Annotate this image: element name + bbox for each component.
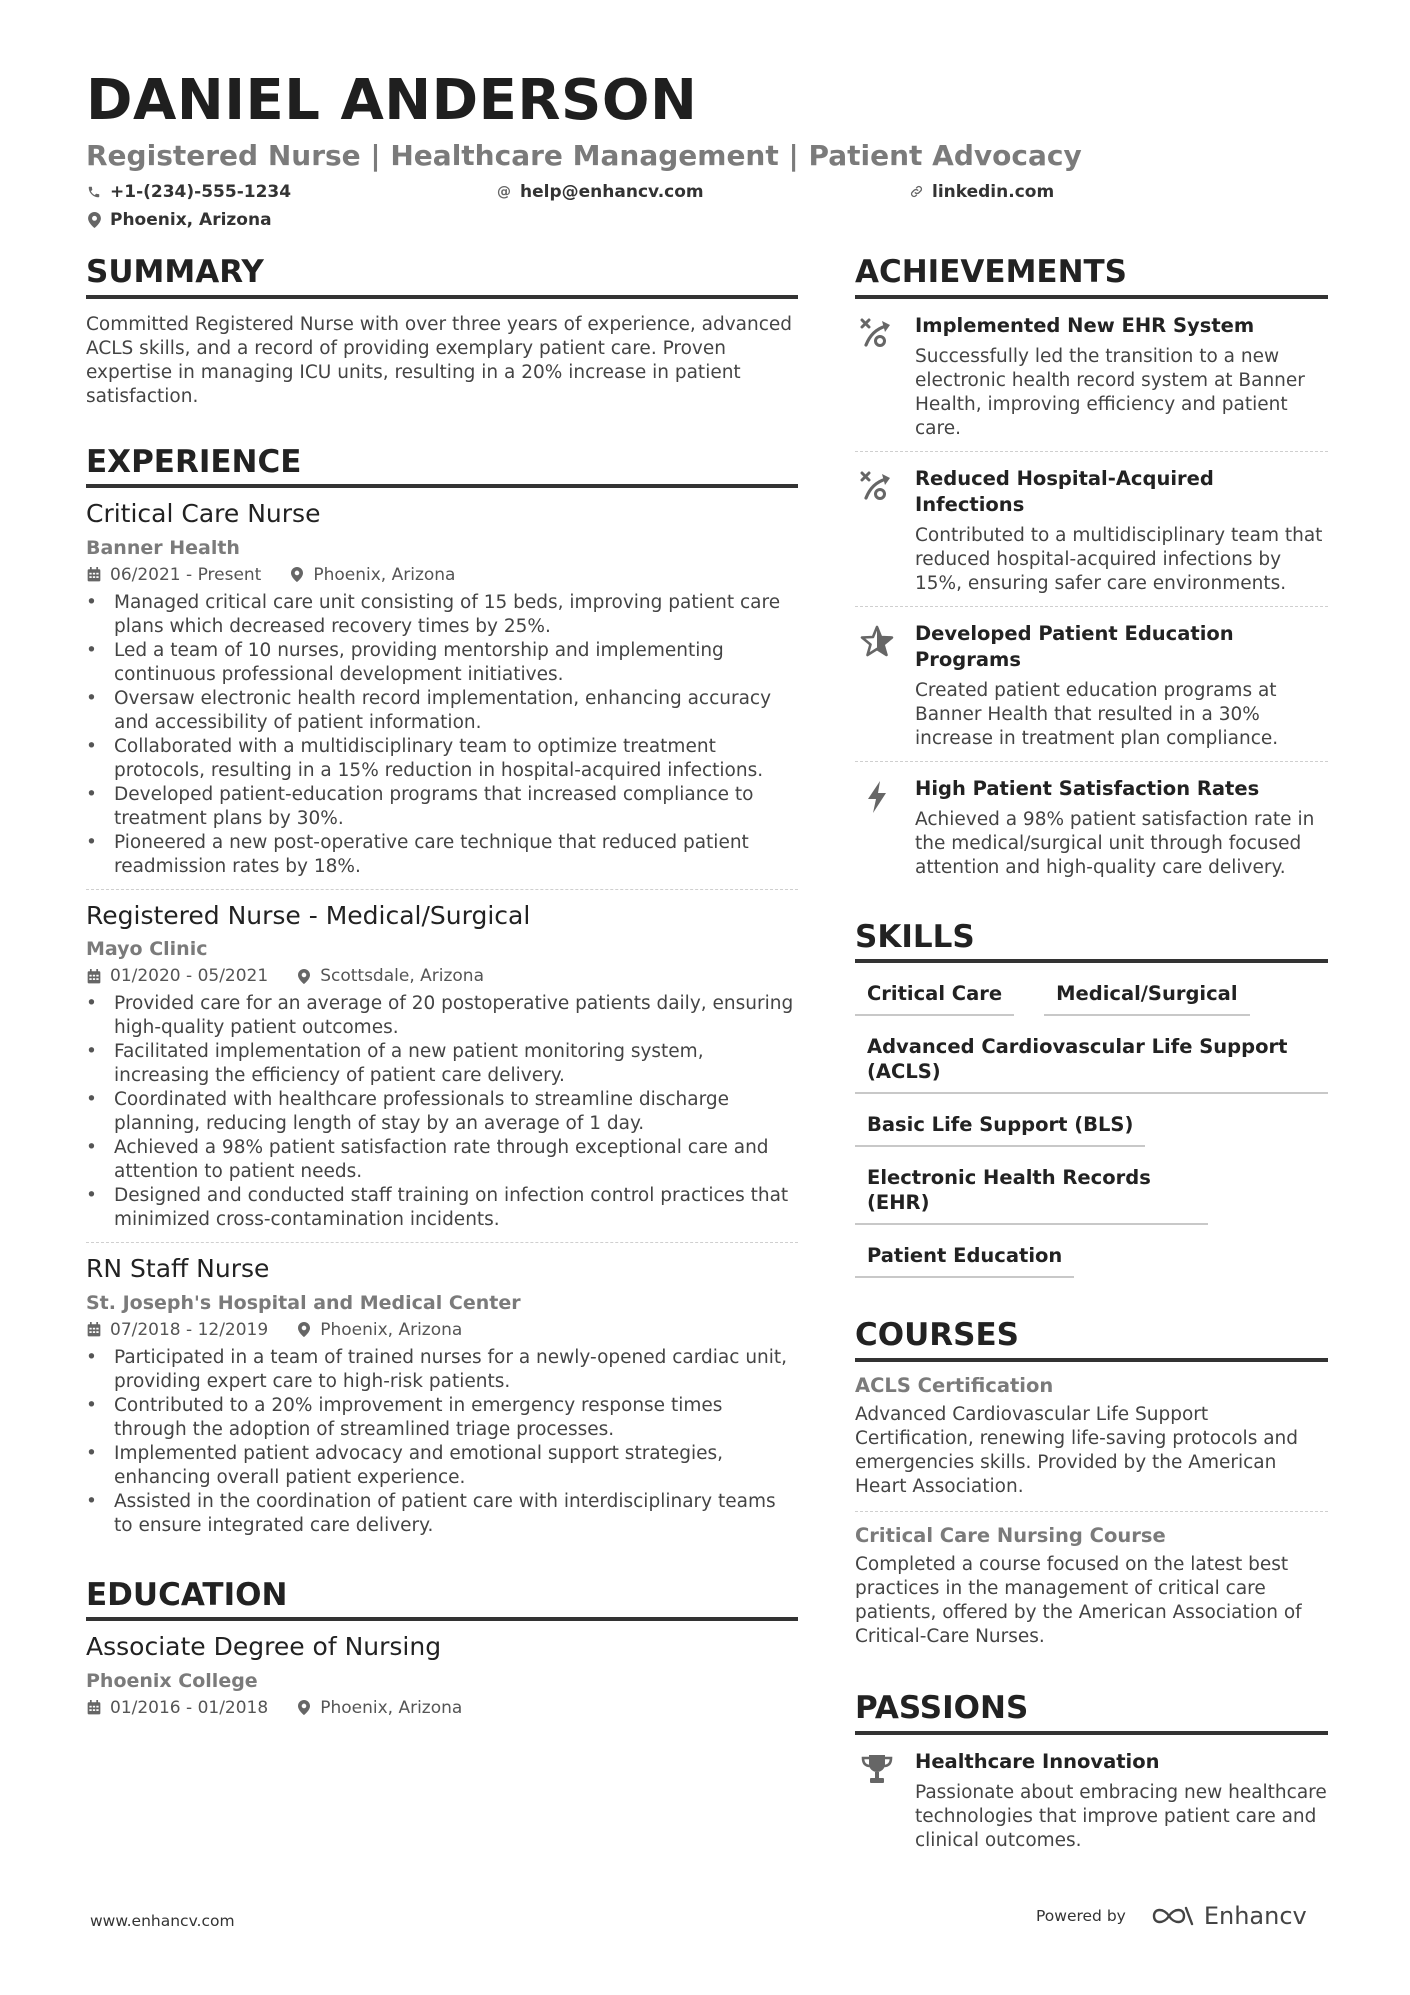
job-bullets bbox=[86, 992, 798, 1232]
contact-row bbox=[86, 182, 1326, 202]
skill-tag: Advanced Cardiovascular Life Support (ACLS) bbox=[855, 1030, 1328, 1094]
job-bullets bbox=[86, 591, 798, 879]
school-name: Phoenix College bbox=[86, 1669, 258, 1692]
right-column bbox=[855, 255, 1328, 1889]
location-pin-icon bbox=[296, 1700, 312, 1716]
footer-branding bbox=[1036, 1902, 1307, 1930]
course-title: Critical Care Nursing Course bbox=[855, 1523, 1166, 1547]
job-company: St. Joseph's Hospital and Medical Center bbox=[86, 1291, 521, 1314]
job-location bbox=[296, 966, 484, 986]
email-link[interactable]: help@enhancv.com bbox=[520, 181, 704, 202]
job-dates-text: 01/2020 - 05/2021 bbox=[110, 966, 269, 987]
education-dates bbox=[86, 1698, 268, 1718]
summary-section bbox=[86, 255, 798, 409]
job-bullet: • Facilitated implementation of a new patient monitoring system, increasing the efficiency of patient care delivery. bbox=[86, 1040, 798, 1088]
job-meta bbox=[86, 565, 798, 585]
enhancv-logo[interactable] bbox=[1150, 1902, 1307, 1930]
job-bullet: • Contributed to a 20% improvement in emergency response times through the adoption of streamlined triage processes. bbox=[86, 1394, 798, 1442]
passion-item bbox=[855, 1735, 1328, 1853]
enhancv-brand-text: Enhancv bbox=[1203, 1902, 1307, 1930]
job-bullet: • Pioneered a new post-operative care technique that reduced patient readmission rates by 18%. bbox=[86, 831, 798, 879]
calendar-icon bbox=[86, 1322, 102, 1338]
job-location-text: Phoenix, Arizona bbox=[320, 1319, 463, 1340]
job-title: Critical Care Nurse bbox=[86, 499, 321, 529]
job-bullet: • Developed patient-education programs that increased compliance to treatment plans by 30%. bbox=[86, 783, 798, 831]
job-title: RN Staff Nurse bbox=[86, 1254, 270, 1284]
job-entry bbox=[86, 1242, 798, 1548]
achievement-title: High Patient Satisfaction Rates bbox=[915, 776, 1260, 800]
contact-location bbox=[86, 210, 1326, 230]
phone-icon bbox=[86, 184, 102, 200]
achievements-heading: ACHIEVEMENTS bbox=[855, 255, 1328, 299]
course-item bbox=[855, 1511, 1328, 1661]
course-title: ACLS Certification bbox=[855, 1373, 1054, 1397]
phone-text[interactable]: +1-(234)-555-1234 bbox=[110, 181, 292, 202]
footer-website[interactable]: www.enhancv.com bbox=[90, 1912, 235, 1930]
experience-section bbox=[86, 445, 798, 1548]
candidate-name: DANIEL ANDERSON bbox=[86, 68, 698, 133]
trophy-icon bbox=[855, 1749, 899, 1853]
education-entry bbox=[86, 1621, 798, 1728]
calendar-icon bbox=[86, 968, 102, 984]
achievement-desc: Successfully led the transition to a new electronic health record system at Banner Health, improving efficiency and patient care. bbox=[915, 345, 1305, 439]
job-bullet: • Participated in a team of trained nurses for a newly-opened cardiac unit, providing expert care to high-risk patients. bbox=[86, 1346, 798, 1394]
passion-desc: Passionate about embracing new healthcare technologies that improve patient care and clinical outcomes. bbox=[915, 1781, 1327, 1851]
course-desc: Completed a course focused on the latest best practices in the management of critical care patients, offered by the American Association of Critical-Care Nurses. bbox=[855, 1553, 1302, 1647]
location-pin-icon bbox=[296, 1322, 312, 1338]
skill-tag: Patient Education bbox=[855, 1239, 1074, 1278]
passion-title: Healthcare Innovation bbox=[915, 1749, 1160, 1773]
job-company: Mayo Clinic bbox=[86, 938, 208, 961]
achievement-title: Implemented New EHR System bbox=[915, 313, 1255, 337]
job-bullet: • Assisted in the coordination of patient care with interdisciplinary teams to ensure integrated care delivery. bbox=[86, 1490, 798, 1538]
achievements-section bbox=[855, 255, 1328, 890]
calendar-icon bbox=[86, 567, 102, 583]
job-bullet: • Designed and conducted staff training on infection control practices that minimized cross-contamination incidents. bbox=[86, 1184, 798, 1232]
job-bullet: • Managed critical care unit consisting of 15 beds, improving patient care plans which decreased recovery times by 25%. bbox=[86, 591, 798, 639]
job-dates-text: 06/2021 - Present bbox=[110, 564, 262, 585]
skill-tag: Electronic Health Records (EHR) bbox=[855, 1161, 1208, 1225]
bolt-icon bbox=[855, 776, 899, 880]
degree-title: Associate Degree of Nursing bbox=[86, 1632, 442, 1662]
job-entry bbox=[86, 488, 798, 889]
job-meta bbox=[86, 966, 798, 986]
location-text: Phoenix, Arizona bbox=[110, 209, 272, 230]
education-section bbox=[86, 1578, 798, 1728]
job-bullet: • Implemented patient advocacy and emotional support strategies, enhancing overall patient experience. bbox=[86, 1442, 798, 1490]
achievement-title: Reduced Hospital-Acquired Infections bbox=[915, 466, 1214, 516]
education-heading: EDUCATION bbox=[86, 1578, 798, 1622]
education-location bbox=[296, 1698, 462, 1718]
powered-by-label: Powered by bbox=[1036, 1907, 1126, 1925]
education-dates-text: 01/2016 - 01/2018 bbox=[110, 1697, 269, 1718]
achievement-title: Developed Patient Education Programs bbox=[915, 621, 1234, 671]
strategy-icon bbox=[855, 313, 899, 441]
contact-website bbox=[908, 182, 1054, 202]
achievement-item bbox=[855, 607, 1328, 762]
contact-phone bbox=[86, 182, 496, 202]
website-link[interactable]: linkedin.com bbox=[932, 181, 1055, 202]
achievement-desc: Created patient education programs at Banner Health that resulted in a 30% increase in treatment plan compliance. bbox=[915, 679, 1279, 749]
job-location-text: Scottsdale, Arizona bbox=[320, 966, 484, 987]
job-bullet: • Oversaw electronic health record implementation, enhancing accuracy and accessibility of patient information. bbox=[86, 687, 798, 735]
course-desc: Advanced Cardiovascular Life Support Certification, renewing life-saving protocols and emergencies skills. Provided by the American Heart Association. bbox=[855, 1403, 1299, 1497]
job-bullet: • Collaborated with a multidisciplinary team to optimize treatment protocols, resulting in a 15% reduction in hospital-acquired infections. bbox=[86, 735, 798, 783]
strategy-icon bbox=[855, 466, 899, 596]
achievement-item bbox=[855, 452, 1328, 607]
candidate-tagline: Registered Nurse | Healthcare Management | Patient Advocacy bbox=[86, 138, 1082, 172]
at-sign-icon: @ bbox=[497, 183, 511, 200]
experience-heading: EXPERIENCE bbox=[86, 445, 798, 489]
left-column bbox=[86, 255, 798, 1764]
achievement-desc: Achieved a 98% patient satisfaction rate in the medical/surgical unit through focused attention and high-quality care delivery. bbox=[915, 808, 1315, 878]
job-bullet: • Achieved a 98% patient satisfaction rate through exceptional care and attention to patient needs. bbox=[86, 1136, 798, 1184]
job-meta bbox=[86, 1320, 798, 1340]
achievement-item bbox=[855, 299, 1328, 452]
skills-section bbox=[855, 920, 1328, 1279]
location-pin-icon bbox=[296, 968, 312, 984]
courses-section bbox=[855, 1318, 1328, 1661]
skill-tag: Medical/Surgical bbox=[1044, 977, 1249, 1016]
skill-tag: Basic Life Support (BLS) bbox=[855, 1108, 1145, 1147]
passions-heading: PASSIONS bbox=[855, 1691, 1328, 1735]
job-bullet: • Led a team of 10 nurses, providing mentorship and implementing continuous professional development initiatives. bbox=[86, 639, 798, 687]
location-pin-icon bbox=[86, 212, 102, 228]
skills-heading: SKILLS bbox=[855, 920, 1328, 964]
link-icon bbox=[908, 184, 924, 200]
summary-text: Committed Registered Nurse with over three years of experience, advanced ACLS skills, and a record of providing exemplary patient care. Proven expertise in managing ICU units, resulting in a 20% increase in patient satisfaction. bbox=[86, 313, 793, 407]
calendar-icon bbox=[86, 1700, 102, 1716]
job-title: Registered Nurse - Medical/Surgical bbox=[86, 900, 531, 930]
job-dates-text: 07/2018 - 12/2019 bbox=[110, 1319, 269, 1340]
job-dates bbox=[86, 1320, 268, 1340]
job-location bbox=[296, 1320, 462, 1340]
summary-heading: SUMMARY bbox=[86, 255, 798, 299]
job-dates bbox=[86, 565, 261, 585]
passions-section bbox=[855, 1691, 1328, 1853]
contact-email bbox=[496, 182, 908, 202]
course-item bbox=[855, 1362, 1328, 1511]
location-pin-icon bbox=[289, 567, 305, 583]
courses-heading: COURSES bbox=[855, 1318, 1328, 1362]
education-meta bbox=[86, 1698, 798, 1718]
job-location bbox=[289, 565, 455, 585]
job-entry bbox=[86, 889, 798, 1243]
skill-tag: Critical Care bbox=[855, 977, 1014, 1016]
skills-list bbox=[855, 977, 1328, 1278]
star-icon bbox=[855, 621, 899, 751]
achievement-desc: Contributed to a multidisciplinary team that reduced hospital-acquired infections by 15%, ensuring safer care environments. bbox=[915, 524, 1323, 594]
job-location-text: Phoenix, Arizona bbox=[313, 564, 456, 585]
job-company: Banner Health bbox=[86, 536, 240, 559]
resume-header bbox=[86, 70, 1326, 230]
job-bullet: • Provided care for an average of 20 postoperative patients daily, ensuring high-quality patient outcomes. bbox=[86, 992, 798, 1040]
job-bullet: • Coordinated with healthcare professionals to streamline discharge planning, reducing length of stay by an average of 1 day. bbox=[86, 1088, 798, 1136]
job-bullets bbox=[86, 1346, 798, 1538]
achievement-item bbox=[855, 762, 1328, 890]
enhancv-logo-icon bbox=[1150, 1904, 1196, 1928]
education-location-text: Phoenix, Arizona bbox=[320, 1697, 463, 1718]
job-dates bbox=[86, 966, 268, 986]
